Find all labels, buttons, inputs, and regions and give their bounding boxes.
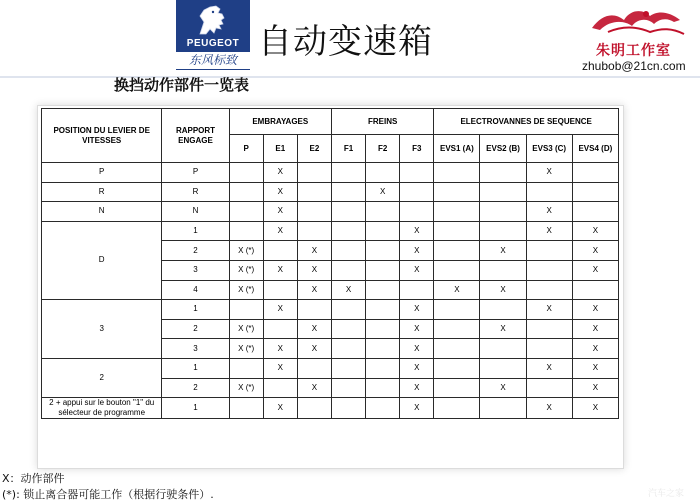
actuation-cell xyxy=(297,398,331,419)
actuation-cell: X xyxy=(526,398,572,419)
gear-actuation-table xyxy=(41,108,619,419)
actuation-cell xyxy=(480,163,526,183)
actuation-cell xyxy=(229,358,263,378)
header-col-evs1: EVS1 (A) xyxy=(434,135,480,163)
actuation-cell xyxy=(434,358,480,378)
rapport-cell: 1 xyxy=(162,300,229,320)
actuation-cell xyxy=(480,260,526,280)
actuation-cell xyxy=(229,163,263,183)
actuation-cell: X xyxy=(297,378,331,398)
header-col-evs2: EVS2 (B) xyxy=(480,135,526,163)
actuation-cell: X xyxy=(366,182,400,202)
header-col-f3: F3 xyxy=(400,135,434,163)
table-row xyxy=(42,358,619,378)
header-col-p: P xyxy=(229,135,263,163)
position-cell: R xyxy=(42,182,162,202)
position-cell: P xyxy=(42,163,162,183)
actuation-cell xyxy=(366,260,400,280)
actuation-cell xyxy=(400,280,434,300)
actuation-cell xyxy=(366,202,400,222)
actuation-cell: X (*) xyxy=(229,260,263,280)
actuation-cell xyxy=(331,378,365,398)
actuation-cell: X xyxy=(263,260,297,280)
position-cell: N xyxy=(42,202,162,222)
actuation-cell: X xyxy=(297,319,331,339)
actuation-cell xyxy=(572,202,618,222)
table-row xyxy=(42,182,619,202)
actuation-cell: X (*) xyxy=(229,241,263,261)
actuation-cell: X xyxy=(297,280,331,300)
actuation-cell xyxy=(526,182,572,202)
actuation-cell: X (*) xyxy=(229,339,263,359)
position-cell: D xyxy=(42,221,162,299)
actuation-cell: X xyxy=(572,300,618,320)
header-col-e2: E2 xyxy=(297,135,331,163)
peugeot-logo xyxy=(176,0,250,70)
actuation-cell xyxy=(400,182,434,202)
actuation-cell xyxy=(480,358,526,378)
actuation-cell xyxy=(526,241,572,261)
actuation-cell xyxy=(434,260,480,280)
actuation-cell xyxy=(229,300,263,320)
actuation-cell xyxy=(572,280,618,300)
actuation-cell: X xyxy=(572,319,618,339)
actuation-cell: X xyxy=(526,202,572,222)
table-body xyxy=(42,163,619,419)
actuation-cell xyxy=(480,182,526,202)
actuation-cell xyxy=(480,221,526,241)
position-cell: 2 + appui sur le bouton "1" du sélecteur de programme xyxy=(42,398,162,419)
actuation-cell xyxy=(366,280,400,300)
actuation-cell xyxy=(366,319,400,339)
rapport-cell: 1 xyxy=(162,358,229,378)
studio-email: zhubob@21cn.com xyxy=(582,59,686,73)
actuation-cell: X xyxy=(263,398,297,419)
actuation-cell: X xyxy=(480,378,526,398)
actuation-cell xyxy=(366,378,400,398)
actuation-cell: X xyxy=(400,260,434,280)
actuation-cell: X xyxy=(331,280,365,300)
position-cell: 2 xyxy=(42,358,162,397)
actuation-cell: X xyxy=(400,398,434,419)
header-col-evs3: EVS3 (C) xyxy=(526,135,572,163)
actuation-cell xyxy=(480,300,526,320)
actuation-cell xyxy=(572,163,618,183)
table-row xyxy=(42,202,619,222)
actuation-cell xyxy=(366,339,400,359)
actuation-cell xyxy=(331,241,365,261)
actuation-cell: X xyxy=(297,339,331,359)
actuation-cell xyxy=(366,398,400,419)
rapport-cell: 2 xyxy=(162,241,229,261)
actuation-cell: X xyxy=(572,221,618,241)
actuation-cell: X xyxy=(400,339,434,359)
actuation-cell xyxy=(331,221,365,241)
rapport-cell: 3 xyxy=(162,260,229,280)
actuation-cell xyxy=(297,300,331,320)
watermark: 汽车之家 xyxy=(648,489,685,499)
actuation-cell xyxy=(434,182,480,202)
table-row xyxy=(42,163,619,183)
dragon-logo-icon xyxy=(588,4,688,40)
table-row xyxy=(42,300,619,320)
actuation-cell xyxy=(297,202,331,222)
actuation-cell xyxy=(229,182,263,202)
actuation-cell xyxy=(331,182,365,202)
actuation-cell xyxy=(263,378,297,398)
actuation-cell xyxy=(366,241,400,261)
actuation-cell xyxy=(366,358,400,378)
actuation-cell xyxy=(366,221,400,241)
actuation-cell xyxy=(263,280,297,300)
actuation-cell xyxy=(480,398,526,419)
actuation-cell xyxy=(263,241,297,261)
actuation-cell xyxy=(434,300,480,320)
actuation-cell: X xyxy=(263,358,297,378)
actuation-cell xyxy=(331,319,365,339)
actuation-cell: X xyxy=(572,398,618,419)
rapport-cell: P xyxy=(162,163,229,183)
actuation-cell xyxy=(434,202,480,222)
rapport-cell: 2 xyxy=(162,378,229,398)
table-row xyxy=(42,221,619,241)
rapport-cell: 1 xyxy=(162,221,229,241)
rapport-cell: R xyxy=(162,182,229,202)
actuation-cell xyxy=(400,163,434,183)
actuation-cell xyxy=(297,358,331,378)
actuation-cell: X xyxy=(572,339,618,359)
actuation-cell xyxy=(297,221,331,241)
actuation-cell: X xyxy=(400,241,434,261)
actuation-cell xyxy=(434,339,480,359)
actuation-cell: X xyxy=(526,163,572,183)
actuation-cell xyxy=(434,163,480,183)
actuation-cell xyxy=(297,182,331,202)
header-embrayages: EMBRAYAGES xyxy=(229,109,331,135)
actuation-cell xyxy=(572,182,618,202)
actuation-cell xyxy=(331,339,365,359)
actuation-cell: X xyxy=(263,163,297,183)
actuation-cell: X xyxy=(526,300,572,320)
position-cell: 3 xyxy=(42,300,162,359)
actuation-cell: X xyxy=(263,300,297,320)
logo-chinese-text: 东风标致 xyxy=(176,52,250,69)
actuation-cell: X xyxy=(263,202,297,222)
rapport-cell: 3 xyxy=(162,339,229,359)
rapport-cell: 2 xyxy=(162,319,229,339)
actuation-cell xyxy=(366,163,400,183)
actuation-cell xyxy=(331,260,365,280)
actuation-cell xyxy=(229,202,263,222)
actuation-cell: X xyxy=(572,241,618,261)
actuation-cell: X xyxy=(526,221,572,241)
actuation-cell xyxy=(331,202,365,222)
actuation-cell xyxy=(526,378,572,398)
actuation-cell xyxy=(297,163,331,183)
header-col-e1: E1 xyxy=(263,135,297,163)
actuation-cell xyxy=(331,300,365,320)
actuation-cell: X xyxy=(400,319,434,339)
actuation-cell: X xyxy=(297,260,331,280)
actuation-cell xyxy=(331,163,365,183)
header-col-evs4: EVS4 (D) xyxy=(572,135,618,163)
actuation-cell: X xyxy=(263,339,297,359)
actuation-cell: X xyxy=(263,182,297,202)
header-position: POSITION DU LEVIER DE VITESSES xyxy=(42,109,162,163)
actuation-cell xyxy=(331,398,365,419)
actuation-cell: X xyxy=(480,241,526,261)
actuation-cell xyxy=(526,339,572,359)
header-col-f1: F1 xyxy=(331,135,365,163)
actuation-cell: X xyxy=(480,319,526,339)
actuation-cell xyxy=(526,280,572,300)
header-divider xyxy=(0,76,700,78)
header-electrovannes: ELECTROVANNES DE SEQUENCE xyxy=(434,109,619,135)
actuation-cell: X (*) xyxy=(229,378,263,398)
actuation-cell: X xyxy=(526,358,572,378)
actuation-cell xyxy=(229,398,263,419)
header-col-f2: F2 xyxy=(366,135,400,163)
actuation-cell: X xyxy=(400,378,434,398)
actuation-cell: X xyxy=(572,378,618,398)
actuation-cell: X xyxy=(572,358,618,378)
actuation-cell: X xyxy=(400,358,434,378)
actuation-cell xyxy=(434,241,480,261)
actuation-cell xyxy=(434,319,480,339)
rapport-cell: 1 xyxy=(162,398,229,419)
actuation-cell xyxy=(434,221,480,241)
actuation-cell: X xyxy=(480,280,526,300)
actuation-cell: X xyxy=(297,241,331,261)
actuation-cell xyxy=(366,300,400,320)
lion-icon xyxy=(194,4,232,36)
actuation-cell: X xyxy=(400,300,434,320)
actuation-cell: X xyxy=(263,221,297,241)
header-freins: FREINS xyxy=(331,109,433,135)
actuation-cell xyxy=(331,358,365,378)
page-title: 自动变速箱 xyxy=(258,22,433,62)
actuation-cell xyxy=(480,339,526,359)
actuation-cell xyxy=(434,378,480,398)
actuation-cell xyxy=(480,202,526,222)
actuation-cell xyxy=(526,260,572,280)
actuation-cell: X (*) xyxy=(229,280,263,300)
actuation-cell xyxy=(263,319,297,339)
actuation-cell xyxy=(229,221,263,241)
legend-star: (*): 锁止离合器可能工作（根据行驶条件）. xyxy=(2,488,214,501)
actuation-cell xyxy=(400,202,434,222)
actuation-cell: X (*) xyxy=(229,319,263,339)
table-subtitle: 换挡动作部件一览表 xyxy=(114,76,250,94)
header-rapport: RAPPORT ENGAGE xyxy=(162,109,229,163)
legend-x: X：动作部件 xyxy=(2,472,65,485)
studio-name: 朱明工作室 xyxy=(596,43,671,59)
actuation-cell xyxy=(434,398,480,419)
table-row xyxy=(42,398,619,419)
rapport-cell: N xyxy=(162,202,229,222)
logo-brand-text: PEUGEOT xyxy=(186,38,240,49)
rapport-cell: 4 xyxy=(162,280,229,300)
actuation-cell: X xyxy=(572,260,618,280)
actuation-cell: X xyxy=(434,280,480,300)
actuation-cell: X xyxy=(400,221,434,241)
actuation-cell xyxy=(526,319,572,339)
